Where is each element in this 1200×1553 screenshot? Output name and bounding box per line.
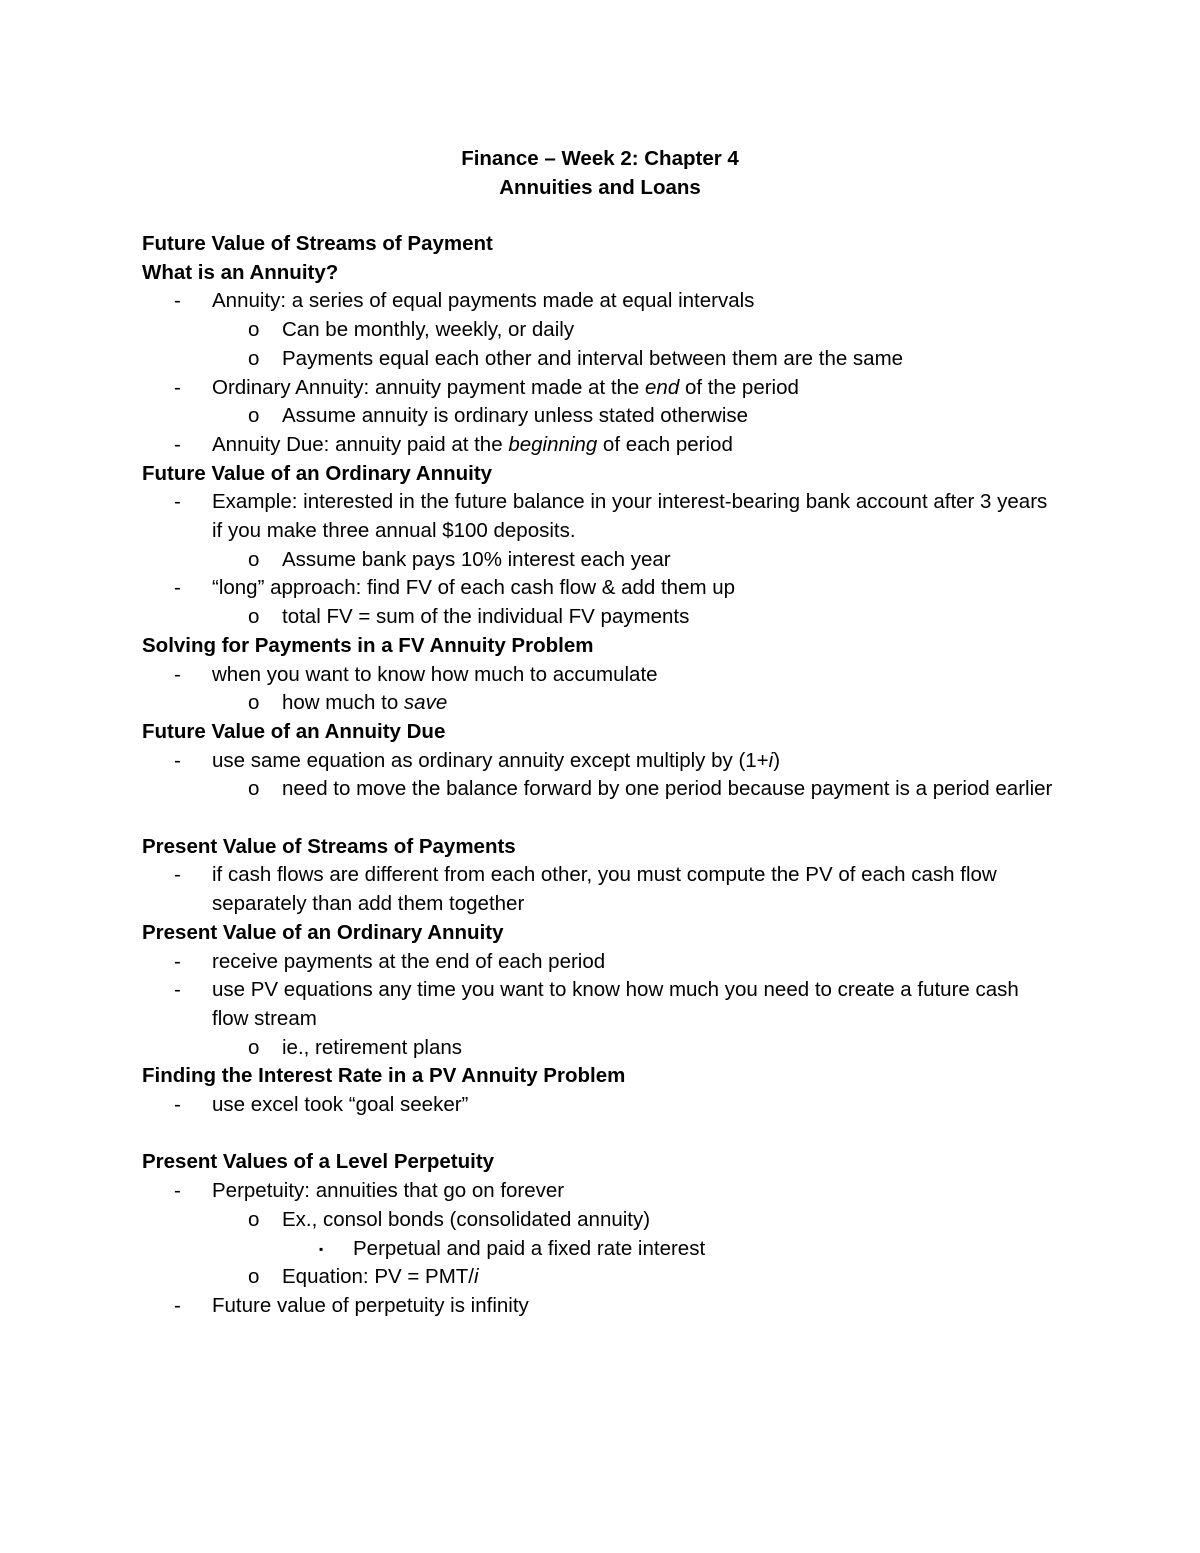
dash-bullet: -	[174, 432, 181, 456]
list-item	[142, 1263, 1057, 1292]
list-item-text: Perpetuity: annuities that go on forever	[212, 1179, 565, 1203]
emphasis-text: i	[474, 1265, 479, 1289]
list-item	[142, 1235, 1057, 1264]
list-item-text: of the period	[679, 375, 799, 399]
list-item-text: Payments equal each other and interval between them are the same	[282, 346, 904, 370]
dash-bullet: -	[174, 863, 181, 887]
circle-bullet: o	[248, 346, 260, 370]
list-item	[142, 661, 1057, 690]
list-item	[142, 345, 1057, 374]
list-item	[142, 374, 1057, 403]
list-item-text: need to move the balance forward by one period because payment is a period earlier	[282, 777, 1053, 801]
list-item-text: if cash flows are different from each other, you must compute the PV of each cash flow separately than add them together	[212, 863, 997, 916]
list-item	[142, 1091, 1057, 1120]
list-item	[142, 861, 1057, 918]
list-item	[142, 1177, 1057, 1206]
emphasis-text: i	[768, 748, 774, 772]
dash-bullet: -	[174, 662, 181, 686]
blank-line	[142, 804, 1057, 833]
dash-bullet: -	[174, 949, 181, 973]
title-block	[0, 144, 1200, 202]
emphasis-text: save	[403, 691, 448, 715]
list-item-text: “long” approach: find FV of each cash flow & add them up	[212, 576, 736, 600]
document-title: Finance – Week 2: Chapter 4	[461, 147, 739, 170]
section-heading: Present Values of a Level Perpetuity	[142, 1150, 495, 1174]
dash-bullet: -	[174, 748, 181, 772]
list-item-text: Ordinary Annuity: annuity payment made at the	[212, 375, 646, 399]
list-item-text: when you want to know how much to accumulate	[212, 662, 658, 686]
circle-bullet: o	[248, 1035, 260, 1059]
document-subtitle: Annuities and Loans	[499, 176, 701, 199]
section-heading: Present Value of an Ordinary Annuity	[142, 920, 504, 944]
dash-bullet: -	[174, 1293, 181, 1317]
list-item-text: Assume bank pays 10% interest each year	[282, 547, 671, 571]
section-heading: Solving for Payments in a FV Annuity Problem	[142, 633, 594, 657]
list-item-text: Ex., consol bonds (consolidated annuity)	[282, 1207, 651, 1231]
dash-bullet: -	[174, 490, 181, 514]
list-item	[142, 1292, 1057, 1321]
section-heading: Finding the Interest Rate in a PV Annuity Problem	[142, 1064, 626, 1088]
list-item-text: of each period	[597, 432, 733, 456]
list-item-text: ie., retirement plans	[282, 1035, 463, 1059]
circle-bullet: o	[248, 547, 260, 571]
list-item	[142, 431, 1057, 460]
circle-bullet: o	[248, 777, 260, 801]
emphasis-text: end	[645, 375, 680, 399]
list-item-text: use excel took “goal seeker”	[212, 1093, 469, 1117]
circle-bullet: o	[248, 605, 260, 629]
dash-bullet: -	[174, 1179, 181, 1203]
list-item-text: Can be monthly, weekly, or daily	[282, 318, 575, 342]
list-item-text: receive payments at the end of each period	[212, 949, 606, 973]
blank-line	[142, 1120, 1057, 1149]
list-item	[142, 1206, 1057, 1235]
circle-bullet: o	[248, 404, 260, 428]
list-item	[142, 546, 1057, 575]
list-item	[142, 603, 1057, 632]
list-item-text: )	[773, 748, 781, 772]
list-item	[142, 574, 1057, 603]
dash-bullet: -	[174, 1093, 181, 1117]
notes-body	[142, 230, 1057, 1321]
list-item-text: Future value of perpetuity is infinity	[212, 1293, 529, 1317]
circle-bullet: o	[248, 318, 260, 342]
list-item	[142, 1034, 1057, 1063]
list-item	[142, 316, 1057, 345]
list-item-text: use same equation as ordinary annuity except multiply by (1+	[212, 748, 769, 772]
list-item-text: Example: interested in the future balance in your interest-bearing bank account after 3 years if you make three annual $100 deposits.	[212, 490, 1048, 543]
list-item	[142, 948, 1057, 977]
circle-bullet: o	[248, 691, 260, 715]
section-heading: Future Value of Streams of Payment	[142, 232, 493, 255]
dash-bullet: -	[174, 289, 181, 313]
list-item	[142, 747, 1057, 776]
list-item-text: Assume annuity is ordinary unless stated otherwise	[282, 404, 749, 428]
list-item	[142, 976, 1057, 1033]
list-item-text: Annuity Due: annuity paid at the	[212, 432, 509, 456]
list-item-text: Equation: PV = PMT/	[282, 1265, 474, 1289]
circle-bullet: o	[248, 1265, 260, 1289]
section-heading: Future Value of an Ordinary Annuity	[142, 461, 493, 485]
dash-bullet: -	[174, 375, 181, 399]
list-item	[142, 689, 1057, 718]
list-item-text: Annuity: a series of equal payments made at equal intervals	[212, 289, 755, 313]
dash-bullet: -	[174, 576, 181, 600]
list-item	[142, 775, 1057, 804]
emphasis-text: beginning	[508, 432, 598, 456]
circle-bullet: o	[248, 1207, 260, 1231]
list-item-text: total FV = sum of the individual FV payments	[282, 605, 690, 629]
section-heading: What is an Annuity?	[142, 260, 339, 284]
list-item	[142, 287, 1057, 316]
square-bullet: ▪	[319, 1241, 324, 1256]
list-item-text: Perpetual and paid a fixed rate interest	[353, 1236, 706, 1260]
section-heading: Future Value of an Annuity Due	[142, 719, 446, 743]
dash-bullet: -	[174, 978, 181, 1002]
list-item-text: use PV equations any time you want to know how much you need to create a future cash flow stream	[212, 978, 1019, 1030]
section-heading: Present Value of Streams of Payments	[142, 834, 516, 858]
list-item-text: how much to	[282, 691, 404, 715]
list-item	[142, 488, 1057, 545]
list-item	[142, 402, 1057, 431]
